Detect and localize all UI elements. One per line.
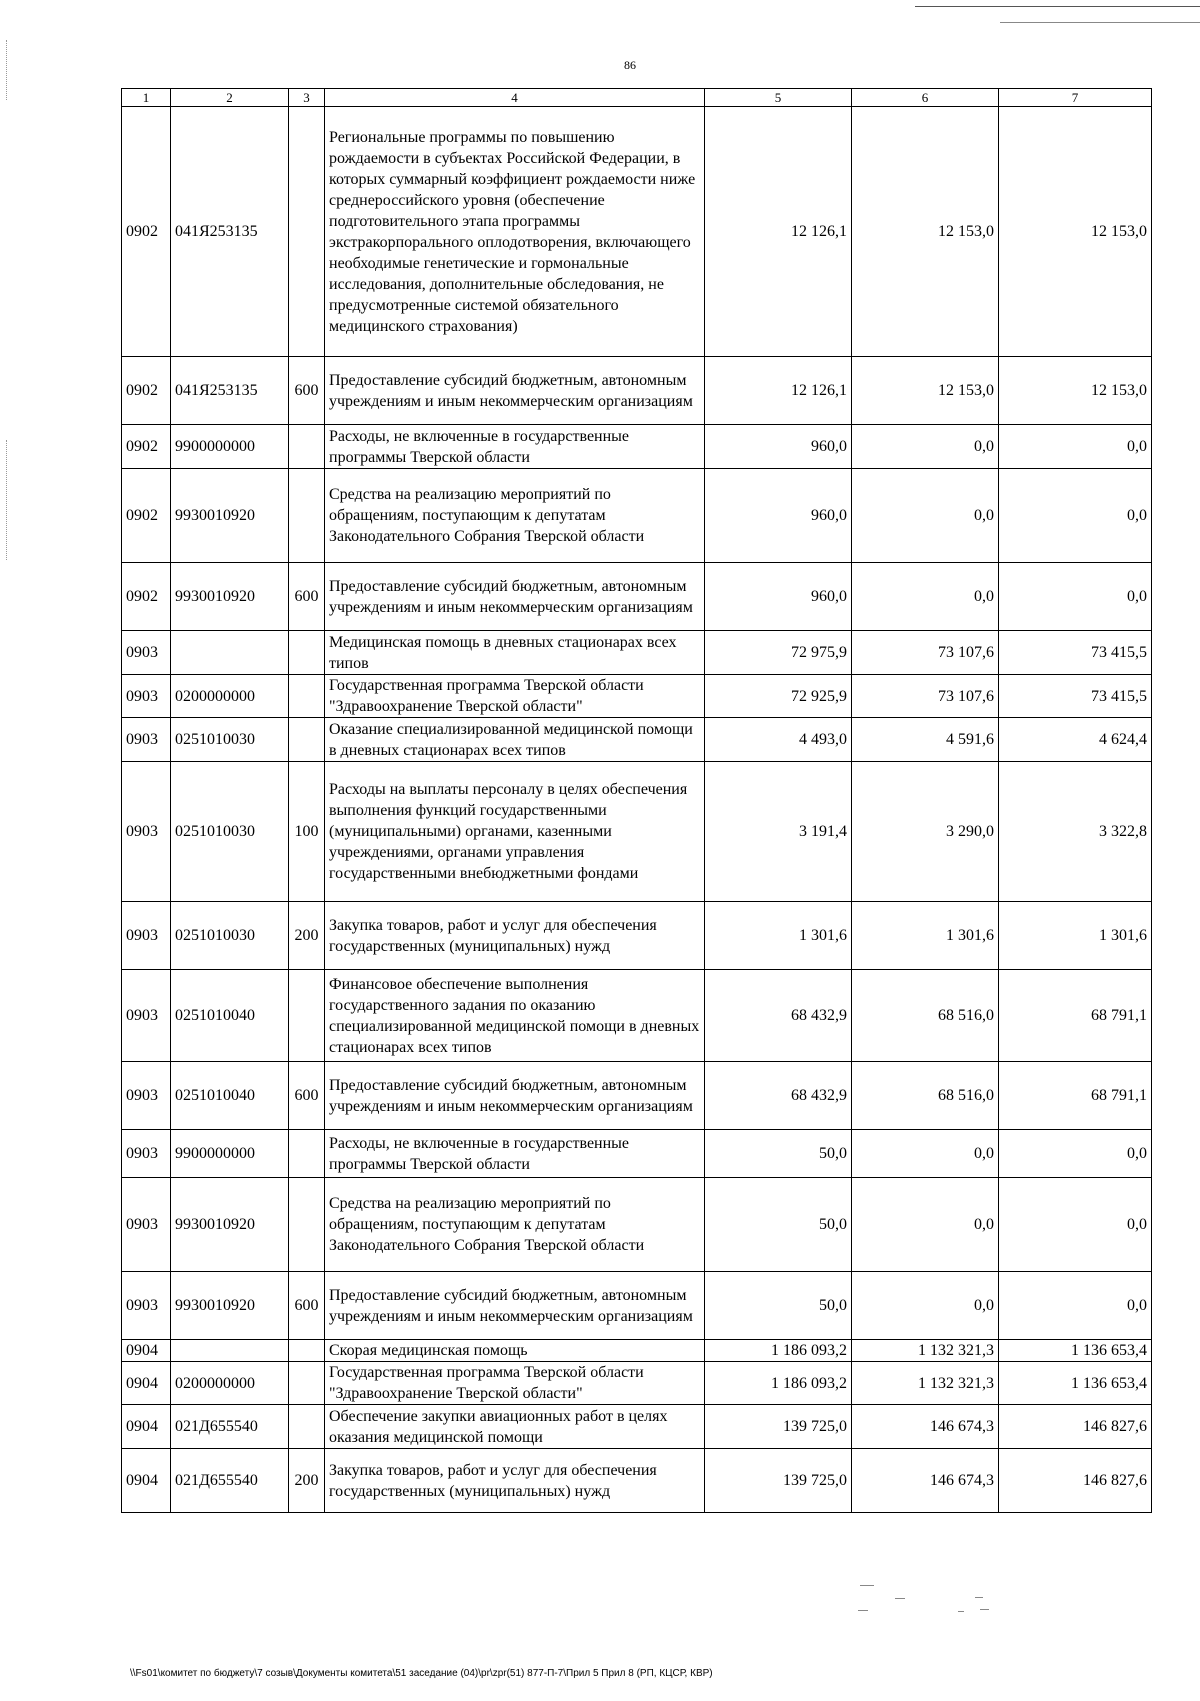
amount-cell-col5: 50,0 <box>705 1130 852 1178</box>
table-row <box>122 902 1152 970</box>
amount-cell-col7: 12 153,0 <box>999 357 1152 425</box>
amount-cell-col5: 72 975,9 <box>705 631 852 675</box>
scan-edge-mark <box>6 440 7 560</box>
description-cell: Предоставление субсидий бюджетным, автономным учреждениям и иным некоммерческим организациям <box>325 357 705 425</box>
expense-type-cell: 600 <box>289 1062 325 1130</box>
expense-type-cell <box>289 107 325 357</box>
amount-cell-col6: 3 290,0 <box>852 762 999 902</box>
table-row <box>122 675 1152 718</box>
table-row <box>122 1062 1152 1130</box>
budget-table <box>121 88 1152 1513</box>
expense-type-cell <box>289 718 325 762</box>
section-code-cell: 0904 <box>122 1362 171 1405</box>
section-code-cell: 0903 <box>122 718 171 762</box>
table-row <box>122 1178 1152 1272</box>
footer-file-path: \\Fs01\комитет по бюджету\7 созыв\Документы комитета\51 заседание (04)\pr\zpr(51) 877-П-7\Прил 5 Прил 8 (РП, КЦСР, КВР) <box>130 1668 713 1679</box>
table-row <box>122 1405 1152 1449</box>
amount-cell-col7: 146 827,6 <box>999 1449 1152 1513</box>
amount-cell-col7: 0,0 <box>999 469 1152 563</box>
scan-smudge <box>860 1585 874 1586</box>
amount-cell-col7: 1 136 653,4 <box>999 1362 1152 1405</box>
target-article-cell: 9930010920 <box>171 1272 289 1340</box>
amount-cell-col5: 50,0 <box>705 1178 852 1272</box>
amount-cell-col5: 12 126,1 <box>705 107 852 357</box>
amount-cell-col7: 68 791,1 <box>999 1062 1152 1130</box>
amount-cell-col6: 1 132 321,3 <box>852 1340 999 1362</box>
section-code-cell: 0903 <box>122 762 171 902</box>
expense-type-cell: 100 <box>289 762 325 902</box>
expense-type-cell: 600 <box>289 357 325 425</box>
amount-cell-col6: 0,0 <box>852 425 999 469</box>
amount-cell-col7: 73 415,5 <box>999 675 1152 718</box>
scan-smudge <box>980 1609 989 1610</box>
target-article-cell: 9930010920 <box>171 563 289 631</box>
column-header: 1 <box>122 89 171 107</box>
scan-smudge <box>958 1611 964 1612</box>
section-code-cell: 0903 <box>122 631 171 675</box>
amount-cell-col7: 68 791,1 <box>999 970 1152 1062</box>
column-header: 2 <box>171 89 289 107</box>
section-code-cell: 0904 <box>122 1405 171 1449</box>
target-article-cell: 0200000000 <box>171 675 289 718</box>
description-cell: Государственная программа Тверской области "Здравоохранение Тверской области" <box>325 1362 705 1405</box>
column-header: 5 <box>705 89 852 107</box>
amount-cell-col7: 0,0 <box>999 563 1152 631</box>
amount-cell-col5: 1 186 093,2 <box>705 1362 852 1405</box>
expense-type-cell <box>289 1340 325 1362</box>
table-row <box>122 762 1152 902</box>
description-cell: Расходы, не включенные в государственные программы Тверской области <box>325 425 705 469</box>
amount-cell-col5: 139 725,0 <box>705 1405 852 1449</box>
amount-cell-col6: 146 674,3 <box>852 1405 999 1449</box>
amount-cell-col6: 1 301,6 <box>852 902 999 970</box>
section-code-cell: 0902 <box>122 357 171 425</box>
amount-cell-col5: 3 191,4 <box>705 762 852 902</box>
expense-type-cell <box>289 1130 325 1178</box>
amount-cell-col6: 73 107,6 <box>852 675 999 718</box>
target-article-cell: 021Д655540 <box>171 1449 289 1513</box>
amount-cell-col5: 960,0 <box>705 563 852 631</box>
amount-cell-col5: 1 186 093,2 <box>705 1340 852 1362</box>
page-number: 86 <box>624 58 636 72</box>
description-cell: Расходы на выплаты персоналу в целях обеспечения выполнения функций государственными (муниципальными) органами, казенными учреждениями, органами управления государственными внебюджетными фондами <box>325 762 705 902</box>
scan-top-rule <box>915 6 1200 7</box>
expense-type-cell <box>289 970 325 1062</box>
table-row <box>122 107 1152 357</box>
amount-cell-col6: 68 516,0 <box>852 970 999 1062</box>
scan-edge-mark <box>6 40 7 100</box>
amount-cell-col5: 12 126,1 <box>705 357 852 425</box>
target-article-cell: 9900000000 <box>171 1130 289 1178</box>
target-article-cell: 0251010030 <box>171 902 289 970</box>
table-row <box>122 1340 1152 1362</box>
table-header-row <box>122 89 1152 107</box>
scan-smudge <box>895 1598 905 1599</box>
amount-cell-col6: 73 107,6 <box>852 631 999 675</box>
section-code-cell: 0902 <box>122 469 171 563</box>
target-article-cell: 9930010920 <box>171 1178 289 1272</box>
target-article-cell <box>171 1340 289 1362</box>
expense-type-cell <box>289 469 325 563</box>
target-article-cell: 9930010920 <box>171 469 289 563</box>
description-cell: Оказание специализированной медицинской помощи в дневных стационарах всех типов <box>325 718 705 762</box>
description-cell: Региональные программы по повышению рождаемости в субъектах Российской Федерации, в которых суммарный коэффициент рождаемости ниже среднероссийского уровня (обеспечение подготовительного этапа программы экстракорпорального оплодотворения, включающего необходимые генетические и гормональные исследования, дополнительные обследования, не предусмотренные системой обязательного медицинского страхования) <box>325 107 705 357</box>
description-cell: Предоставление субсидий бюджетным, автономным учреждениям и иным некоммерческим организациям <box>325 1062 705 1130</box>
expense-type-cell <box>289 1362 325 1405</box>
table-row <box>122 970 1152 1062</box>
amount-cell-col7: 146 827,6 <box>999 1405 1152 1449</box>
section-code-cell: 0903 <box>122 1178 171 1272</box>
amount-cell-col6: 12 153,0 <box>852 107 999 357</box>
target-article-cell: 9900000000 <box>171 425 289 469</box>
description-cell: Средства на реализацию мероприятий по обращениям, поступающим к депутатам Законодательного Собрания Тверской области <box>325 469 705 563</box>
target-article-cell: 0251010030 <box>171 762 289 902</box>
target-article-cell: 0251010040 <box>171 970 289 1062</box>
description-cell: Средства на реализацию мероприятий по обращениям, поступающим к депутатам Законодательного Собрания Тверской области <box>325 1178 705 1272</box>
amount-cell-col6: 0,0 <box>852 469 999 563</box>
expense-type-cell: 600 <box>289 563 325 631</box>
amount-cell-col7: 3 322,8 <box>999 762 1152 902</box>
section-code-cell: 0903 <box>122 1130 171 1178</box>
section-code-cell: 0902 <box>122 107 171 357</box>
amount-cell-col7: 0,0 <box>999 425 1152 469</box>
expense-type-cell: 200 <box>289 902 325 970</box>
table-row <box>122 631 1152 675</box>
amount-cell-col7: 0,0 <box>999 1178 1152 1272</box>
description-cell: Закупка товаров, работ и услуг для обеспечения государственных (муниципальных) нужд <box>325 902 705 970</box>
section-code-cell: 0902 <box>122 425 171 469</box>
section-code-cell: 0903 <box>122 902 171 970</box>
expense-type-cell: 600 <box>289 1272 325 1340</box>
table-row <box>122 1362 1152 1405</box>
amount-cell-col5: 139 725,0 <box>705 1449 852 1513</box>
expense-type-cell <box>289 1405 325 1449</box>
section-code-cell: 0902 <box>122 563 171 631</box>
table-row <box>122 469 1152 563</box>
section-code-cell: 0903 <box>122 1062 171 1130</box>
description-cell: Обеспечение закупки авиационных работ в целях оказания медицинской помощи <box>325 1405 705 1449</box>
expense-type-cell <box>289 1178 325 1272</box>
target-article-cell: 041Я253135 <box>171 107 289 357</box>
amount-cell-col7: 1 301,6 <box>999 902 1152 970</box>
section-code-cell: 0903 <box>122 675 171 718</box>
amount-cell-col6: 1 132 321,3 <box>852 1362 999 1405</box>
target-article-cell: 041Я253135 <box>171 357 289 425</box>
section-code-cell: 0903 <box>122 1272 171 1340</box>
table-row <box>122 1130 1152 1178</box>
scan-smudge <box>975 1597 983 1598</box>
amount-cell-col6: 0,0 <box>852 1178 999 1272</box>
table-row <box>122 563 1152 631</box>
table-row <box>122 1272 1152 1340</box>
amount-cell-col7: 0,0 <box>999 1272 1152 1340</box>
amount-cell-col5: 72 925,9 <box>705 675 852 718</box>
target-article-cell: 0251010040 <box>171 1062 289 1130</box>
expense-type-cell <box>289 425 325 469</box>
amount-cell-col7: 73 415,5 <box>999 631 1152 675</box>
amount-cell-col7: 12 153,0 <box>999 107 1152 357</box>
target-article-cell <box>171 631 289 675</box>
scan-top-rule-secondary <box>1000 22 1200 23</box>
description-cell: Расходы, не включенные в государственные программы Тверской области <box>325 1130 705 1178</box>
expense-type-cell <box>289 631 325 675</box>
column-header: 3 <box>289 89 325 107</box>
table-row <box>122 357 1152 425</box>
amount-cell-col5: 68 432,9 <box>705 970 852 1062</box>
description-cell: Медицинская помощь в дневных стационарах всех типов <box>325 631 705 675</box>
amount-cell-col6: 68 516,0 <box>852 1062 999 1130</box>
amount-cell-col5: 68 432,9 <box>705 1062 852 1130</box>
description-cell: Закупка товаров, работ и услуг для обеспечения государственных (муниципальных) нужд <box>325 1449 705 1513</box>
description-cell: Скорая медицинская помощь <box>325 1340 705 1362</box>
description-cell: Предоставление субсидий бюджетным, автономным учреждениям и иным некоммерческим организациям <box>325 563 705 631</box>
expense-type-cell <box>289 675 325 718</box>
target-article-cell: 021Д655540 <box>171 1405 289 1449</box>
amount-cell-col5: 960,0 <box>705 469 852 563</box>
description-cell: Государственная программа Тверской области "Здравоохранение Тверской области" <box>325 675 705 718</box>
amount-cell-col5: 960,0 <box>705 425 852 469</box>
amount-cell-col6: 0,0 <box>852 563 999 631</box>
description-cell: Финансовое обеспечение выполнения государственного задания по оказанию специализированной медицинской помощи в дневных стационарах всех типов <box>325 970 705 1062</box>
section-code-cell: 0904 <box>122 1449 171 1513</box>
column-header: 4 <box>325 89 705 107</box>
amount-cell-col6: 0,0 <box>852 1130 999 1178</box>
amount-cell-col5: 1 301,6 <box>705 902 852 970</box>
section-code-cell: 0904 <box>122 1340 171 1362</box>
table-body <box>122 107 1152 1513</box>
amount-cell-col5: 50,0 <box>705 1272 852 1340</box>
description-cell: Предоставление субсидий бюджетным, автономным учреждениям и иным некоммерческим организациям <box>325 1272 705 1340</box>
table-row <box>122 425 1152 469</box>
target-article-cell: 0251010030 <box>171 718 289 762</box>
amount-cell-col6: 146 674,3 <box>852 1449 999 1513</box>
scan-smudge <box>858 1610 868 1611</box>
amount-cell-col6: 4 591,6 <box>852 718 999 762</box>
amount-cell-col7: 1 136 653,4 <box>999 1340 1152 1362</box>
table-row <box>122 1449 1152 1513</box>
table-row <box>122 718 1152 762</box>
section-code-cell: 0903 <box>122 970 171 1062</box>
amount-cell-col7: 0,0 <box>999 1130 1152 1178</box>
column-header: 7 <box>999 89 1152 107</box>
amount-cell-col6: 12 153,0 <box>852 357 999 425</box>
target-article-cell: 0200000000 <box>171 1362 289 1405</box>
amount-cell-col6: 0,0 <box>852 1272 999 1340</box>
column-header: 6 <box>852 89 999 107</box>
amount-cell-col7: 4 624,4 <box>999 718 1152 762</box>
amount-cell-col5: 4 493,0 <box>705 718 852 762</box>
expense-type-cell: 200 <box>289 1449 325 1513</box>
